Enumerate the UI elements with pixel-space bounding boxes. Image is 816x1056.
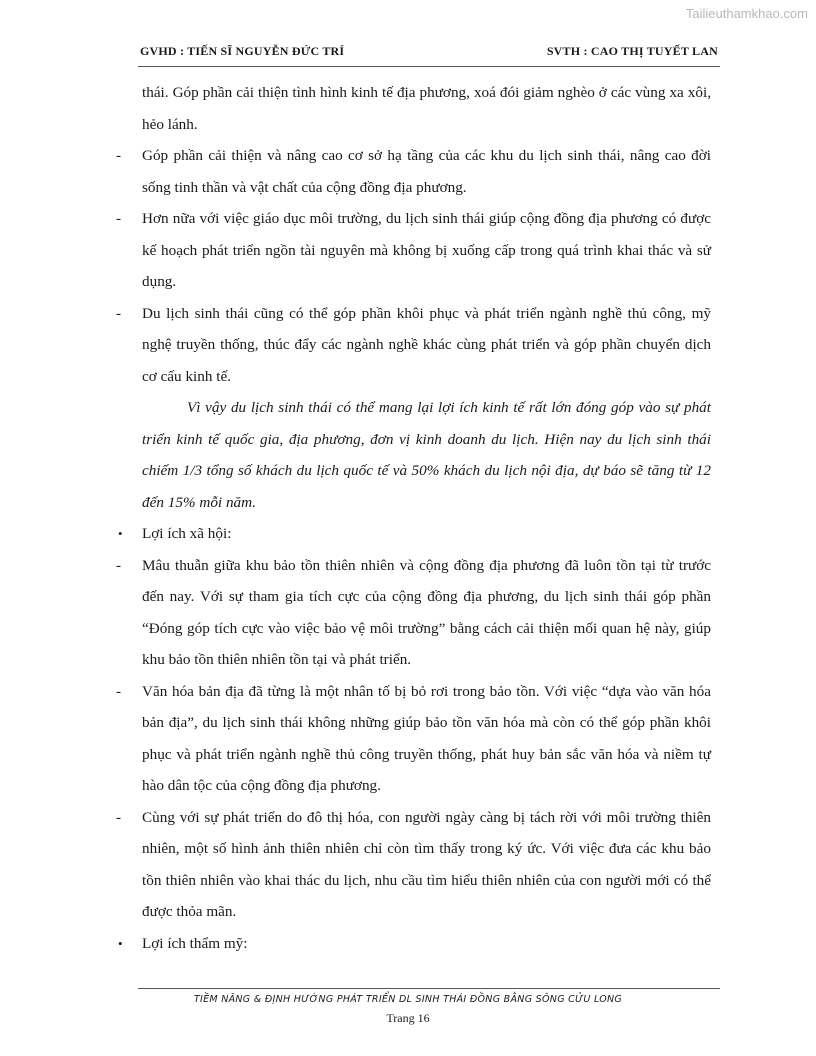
list-item-text: Cùng với sự phát triển do đô thị hóa, con người ngày càng bị tách rời với môi trường thiên nhiên, một số hình ảnh thiên nhiên chỉ còn tìm thấy trong ký ức. Với việc đưa các khu bảo tồn thiên nhiên vào khai thác du lịch, nhu cầu tìm hiểu thiên nhiên của con người mới có thể được thỏa mãn. xyxy=(142,808,711,920)
header-instructor: GVHD : TIẾN SĨ NGUYỄN ĐỨC TRÍ xyxy=(140,44,345,58)
section-heading-social xyxy=(113,518,711,550)
list-item xyxy=(113,550,711,676)
header-student: SVTH : CAO THỊ TUYẾT LAN xyxy=(546,44,718,58)
list-item-text: Mâu thuẫn giữa khu bảo tồn thiên nhiên và cộng đồng địa phương đã luôn tồn tại từ trước đến nay. Với sự tham gia tích cực của cộng đồng địa phương, du lịch sinh thái góp phần “Đóng góp tích cực vào việc bảo vệ môi trường” bằng cách cải thiện mối quan hệ này, giúp khu bảo tồn thiên nhiên tồn tại và phát triển. xyxy=(142,556,711,668)
continued-paragraph xyxy=(113,77,711,140)
dash-marker: - xyxy=(116,808,122,826)
dash-marker: - xyxy=(116,556,122,574)
continued-text: thái. Góp phần cải thiện tình hình kinh tế địa phương, xoá đói giảm nghèo ở các vùng xa xôi, hẻo lánh. xyxy=(142,84,711,133)
heading-text: Lợi ích xã hội: xyxy=(142,525,232,542)
watermark: Tailieuthamkhao.com xyxy=(685,6,808,21)
header-divider xyxy=(138,66,720,67)
list-item xyxy=(113,676,711,802)
dash-marker: - xyxy=(116,210,122,227)
dash-marker: - xyxy=(116,304,122,322)
list-item xyxy=(113,298,711,393)
footer-divider xyxy=(138,988,720,989)
list-item-text: Du lịch sinh thái cũng có thể góp phần khôi phục và phát triển ngành nghề thủ công, mỹ nghệ truyền thống, thúc đẩy các ngành nghề khác cùng phát triển và góp phần chuyển dịch cơ cấu kinh tế. xyxy=(142,304,711,385)
section-heading-aesthetic xyxy=(113,928,711,960)
page-number: Trang 16 xyxy=(386,1011,430,1025)
page-body xyxy=(113,77,711,959)
heading-text: Lợi ích thẩm mỹ: xyxy=(142,934,248,952)
bullet-icon: • xyxy=(118,935,123,951)
list-item-text: Hơn nữa với việc giáo dục môi trường, du lịch sinh thái giúp cộng đồng địa phương có được kế hoạch phát triển ngồn tài nguyên mà không bị xuống cấp trong quá trình khai thác và sử dụng. xyxy=(142,210,711,290)
list-item xyxy=(113,203,711,298)
list-item-text: Văn hóa bản địa đã từng là một nhân tố bị bỏ rơi trong bảo tồn. Với việc “dựa vào văn hóa bản địa”, du lịch sinh thái không những giúp bảo tồn văn hóa mà còn có thể góp phần khôi phục và phát triển ngành nghề thủ công truyền thống, phát huy bản sắc văn hóa và niềm tự hào dân tộc của cộng đồng địa phương. xyxy=(142,682,711,794)
list-item xyxy=(113,802,711,928)
bullet-icon: • xyxy=(118,526,123,541)
italic-summary-paragraph: Vì vậy du lịch sinh thái có thể mang lại lợi ích kinh tế rất lớn đóng góp vào sự phát triển kinh tế quốc gia, địa phương, đơn vị kinh doanh du lịch. Hiện nay du lịch sinh thái chiếm 1/3 tổng số khách du lịch quốc tế và 50% khách du lịch nội địa, dự báo sẽ tăng từ 12 đến 15% mỗi năm. xyxy=(142,399,711,511)
list-item xyxy=(113,140,711,203)
dash-marker: - xyxy=(116,682,122,700)
footer-title: TIỀM NĂNG & ĐỊNH HƯỚNG PHÁT TRIỂN DL SINH THÁI ĐỒNG BẰNG SÔNG CỬU LONG xyxy=(193,994,623,1005)
dash-marker: - xyxy=(116,147,122,164)
list-item-text: Góp phần cải thiện và nâng cao cơ sở hạ tầng của các khu du lịch sinh thái, nâng cao đời sống tinh thần và vật chất của cộng đồng địa phương. xyxy=(142,147,711,196)
